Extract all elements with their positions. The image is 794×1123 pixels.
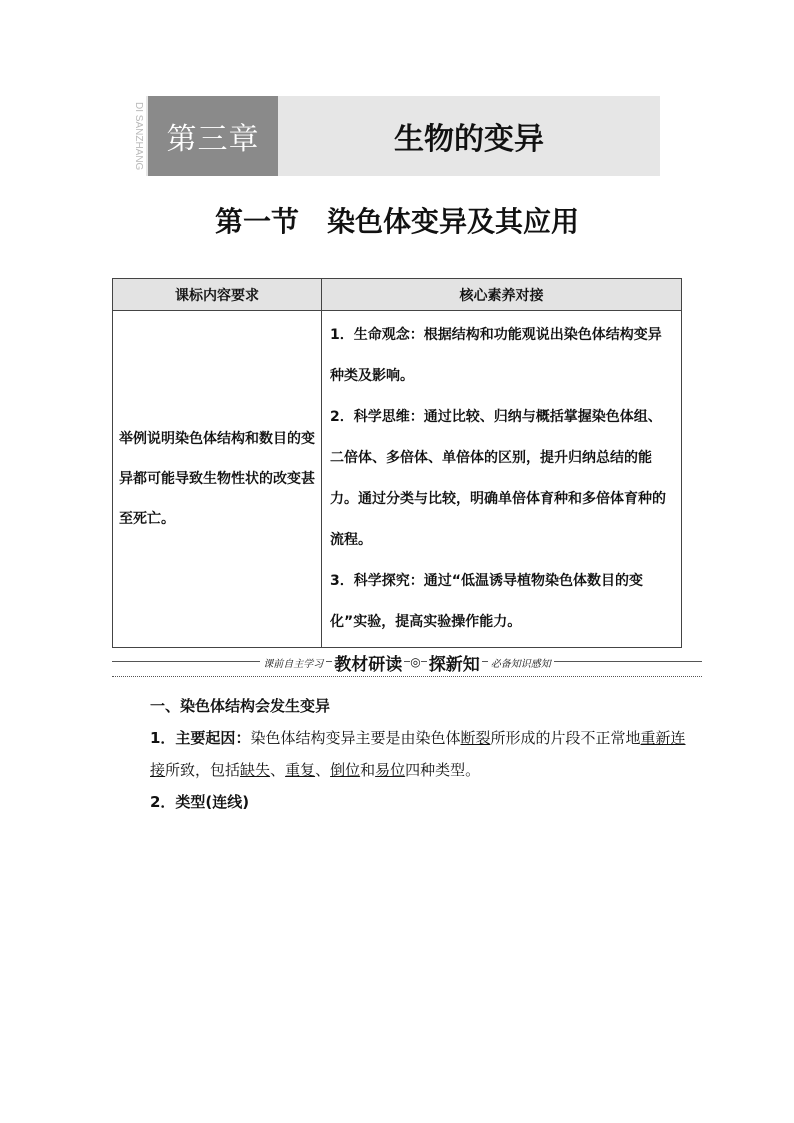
p1-underline-reconnect: 重新连接 bbox=[150, 729, 686, 779]
p1-text-a: 染色体结构变异主要是由染色体 bbox=[250, 729, 461, 747]
divider-dot-icon: ◎ bbox=[410, 655, 421, 669]
p1-text-c: 所致，包括 bbox=[165, 761, 241, 779]
section-divider-strip bbox=[112, 648, 702, 678]
p1-text-b: 所形成的片段不正常地 bbox=[490, 729, 641, 747]
p1-underline-deletion: 缺失 bbox=[240, 761, 271, 779]
literacy-cell bbox=[322, 311, 682, 648]
requirements-table bbox=[112, 278, 682, 648]
chapter-title: 生物的变异 bbox=[394, 122, 544, 157]
divider-dotted-line bbox=[112, 676, 702, 677]
paragraph-main-cause bbox=[120, 722, 690, 786]
chapter-side-label: DI SANZHANG bbox=[133, 101, 144, 171]
chapter-number: 第三章 bbox=[148, 96, 278, 176]
paragraph-types: 2．类型(连线) bbox=[150, 793, 250, 811]
p1-text-e: 四种类型。 bbox=[405, 761, 481, 779]
p1-text-d: 和 bbox=[360, 761, 376, 779]
body-text bbox=[120, 690, 690, 818]
literacy-item-1: 1．生命观念：根据结构和功能观说出染色体结构变异种类及影响。 bbox=[330, 327, 662, 384]
divider-left-label: 课前自主学习 bbox=[260, 655, 326, 670]
heading-structure-variation: 一、染色体结构会发生变异 bbox=[150, 697, 331, 715]
p1-sep-1: 、 bbox=[270, 761, 286, 779]
standard-requirement: 举例说明染色体结构和数目的变异都可能导致生物性状的改变甚至死亡。 bbox=[113, 311, 322, 648]
section-number: 第一节 bbox=[214, 205, 299, 238]
p1-underline-inversion: 倒位 bbox=[330, 761, 361, 779]
table-header-standard: 课标内容要求 bbox=[113, 279, 322, 311]
divider-main-label-2: 探新知 bbox=[427, 650, 482, 675]
section-title bbox=[0, 200, 794, 240]
p1-underline-duplication: 重复 bbox=[285, 761, 316, 779]
divider-labels bbox=[112, 648, 702, 676]
section-name: 染色体变异及其应用 bbox=[327, 205, 580, 238]
p1-label: 1．主要起因： bbox=[150, 729, 251, 747]
divider-main-label-1: 教材研读 bbox=[332, 650, 404, 675]
p1-sep-2: 、 bbox=[315, 761, 331, 779]
table-header-row bbox=[113, 279, 682, 311]
p1-underline-translocation: 易位 bbox=[375, 761, 406, 779]
p1-underline-breakage: 断裂 bbox=[460, 729, 491, 747]
literacy-item-3: 3．科学探究：通过“低温诱导植物染色体数目的变化”实验，提高实验操作能力。 bbox=[330, 573, 643, 630]
literacy-item-2: 2．科学思维：通过比较、归纳与概括掌握染色体组、二倍体、多倍体、单倍体的区别，提升归纳总结的能力。通过分类与比较，明确单倍体育种和多倍体育种的流程。 bbox=[330, 409, 666, 548]
table-header-literacy: 核心素养对接 bbox=[322, 279, 682, 311]
divider-right-label: 必备知识感知 bbox=[488, 655, 554, 670]
table-row bbox=[113, 311, 682, 648]
